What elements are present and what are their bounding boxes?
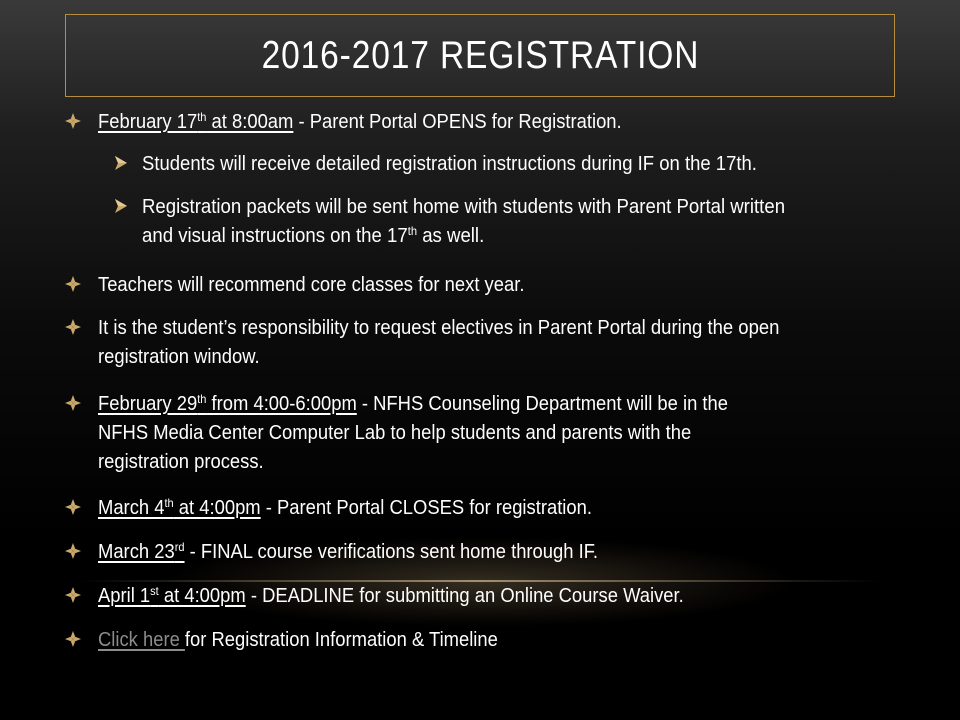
item-text-line1: February 29th from 4:00-6:00pm - NFHS Counseling Department will be in the [98,392,729,415]
item-date: February 17th at 8:00am [98,110,294,133]
diamond-bullet-icon [64,542,86,562]
list-item [64,314,835,372]
item-text: Teachers will recommend core classes for next year. [98,274,525,296]
item-text: Click here for Registration Information & Timeline [98,629,498,651]
item-date: March 4th at 4:00pm [98,496,261,519]
diamond-bullet-icon [64,498,86,518]
item-date: March 23rd [98,540,185,563]
list-item [64,538,642,567]
item-text: March 23rd - FINAL course verifications sent home through IF. [98,540,599,563]
list-item [64,582,735,611]
list-item [64,626,533,655]
list-item [64,494,635,523]
list-item [64,108,667,137]
diamond-bullet-icon [64,275,86,295]
diamond-bullet-icon [64,394,86,414]
diamond-bullet-icon [64,586,86,606]
diamond-bullet-icon [64,112,86,132]
item-text-line2: registration window. [98,346,260,368]
subitem-text-line2: and visual instructions on the 17th as well. [142,224,485,247]
item-date: April 1st at 4:00pm [98,584,246,607]
registration-info-link[interactable]: Click here [98,629,185,651]
diamond-bullet-icon [64,630,86,650]
diamond-bullet-icon [64,318,86,338]
list-subitem [113,193,833,251]
arrow-bullet-icon [113,155,135,175]
item-date: February 29th from 4:00-6:00pm [98,392,357,415]
item-text-line3: registration process. [98,451,264,473]
item-text-line1: It is the student’s responsibility to request electives in Parent Portal during the open [98,317,780,339]
list-item [64,390,783,477]
item-text: April 1st at 4:00pm - DEADLINE for submitting an Online Course Waiver. [98,584,684,607]
list-subitem [113,150,807,179]
item-text-line2: NFHS Media Center Computer Lab to help students and parents with the [98,422,692,444]
subitem-text: Students will receive detailed registration instructions during IF on the 17th. [142,153,757,175]
slide-title: 2016-2017 REGISTRATION [261,33,699,77]
subitem-text-line1: Registration packets will be sent home with students with Parent Portal written [142,196,786,218]
list-item [64,271,562,300]
arrow-bullet-icon [113,198,135,218]
item-text: February 17th at 8:00am - Parent Portal OPENS for Registration. [98,110,622,133]
item-text: March 4th at 4:00pm - Parent Portal CLOSES for registration. [98,496,592,519]
